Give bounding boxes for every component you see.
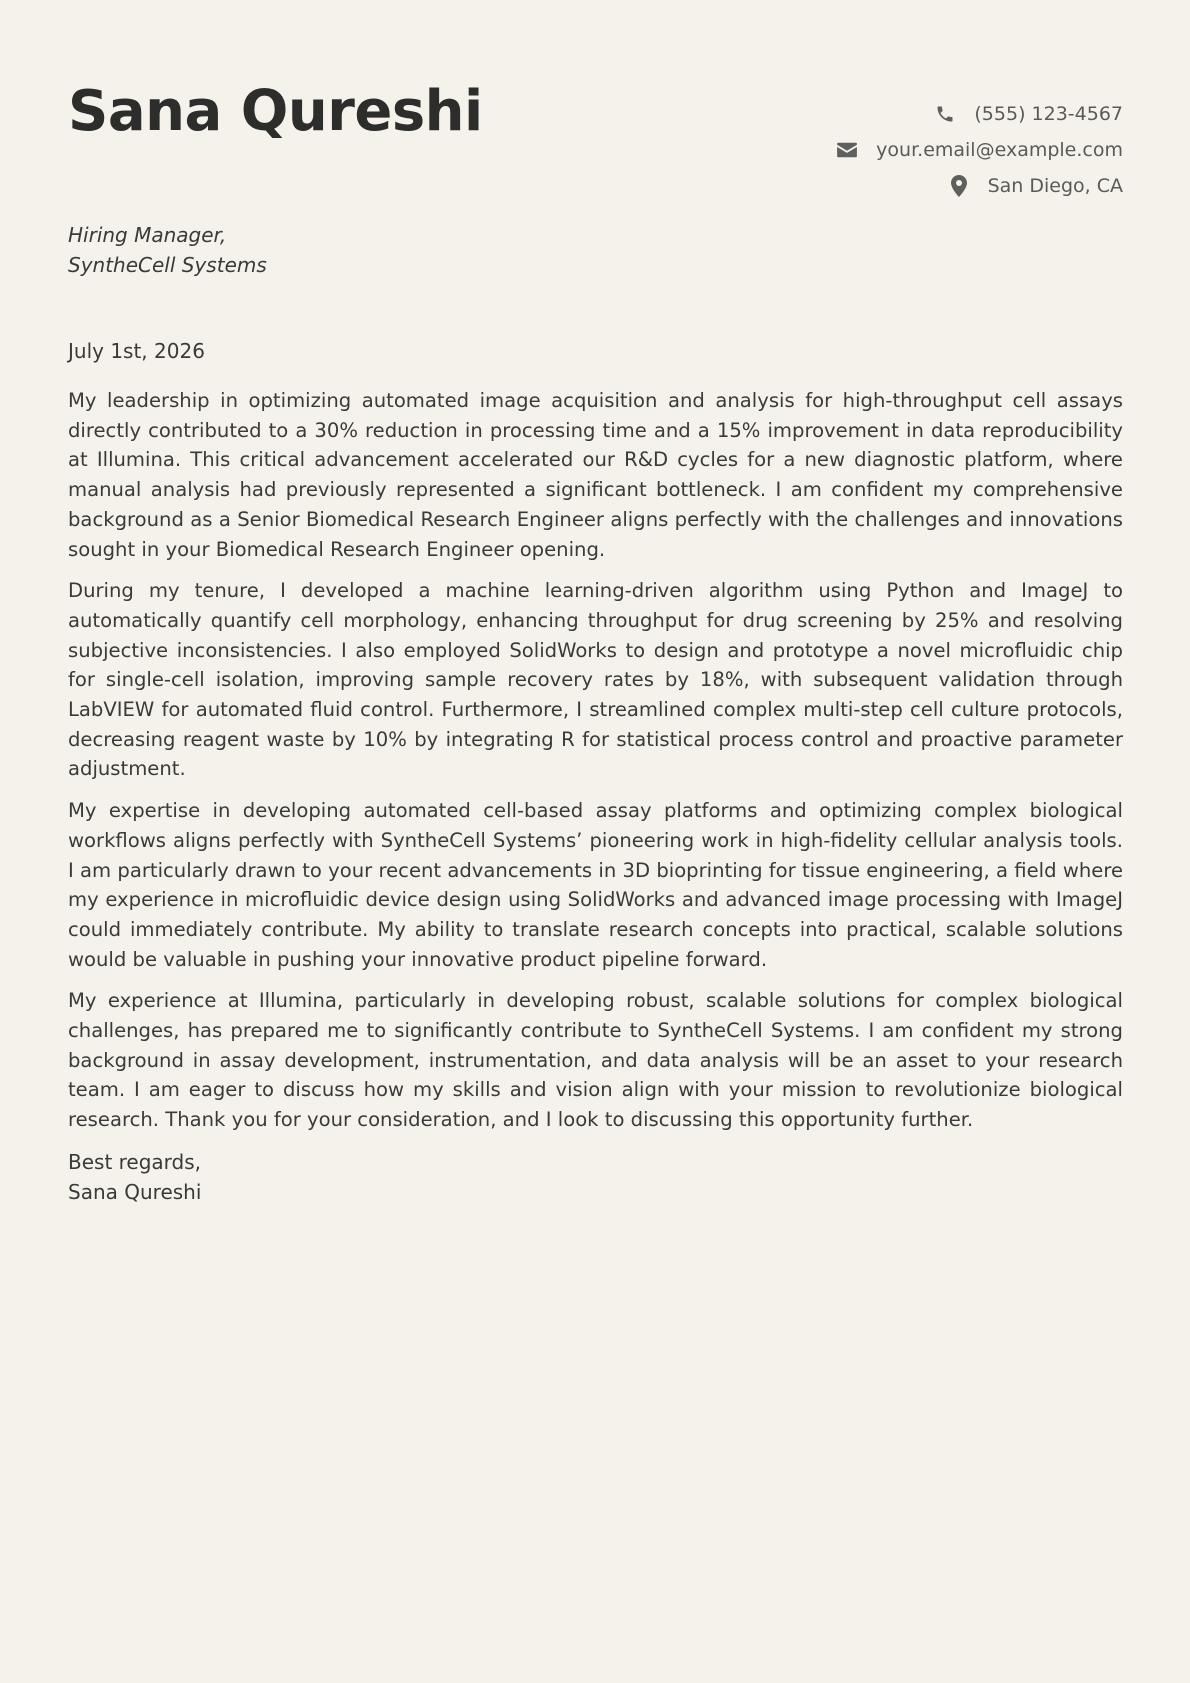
closing-signature: Sana Qureshi <box>68 1179 202 1204</box>
paragraph: During my tenure, I developed a machine learning-driven algorithm using Python and ImageJ to automatically quantify cell morphology, enhancing throughput for drug screening by 25% and resolving subjective inconsistencies. I also employed SolidWorks to design and prototype a novel microfluidic chip for single-cell isolation, improving sample recovery rates by 18%, with subsequent validation through LabVIEW for automated fluid control. Furthermore, I streamlined complex multi-step cell culture protocols, decreasing reagent waste by 10% by integrating R for statistical process control and proactive parameter adjustment. <box>68 579 1123 781</box>
cover-letter <box>68 80 1123 1207</box>
envelope-icon <box>836 139 858 161</box>
letter-closing <box>68 1147 1123 1207</box>
letter-header <box>68 80 1123 220</box>
contact-email <box>836 132 1123 168</box>
email-text[interactable]: your.email@example.com <box>876 139 1123 161</box>
closing-salutation: Best regards, <box>68 1149 202 1174</box>
paragraph: My leadership in optimizing automated image acquisition and analysis for high-throughput cell assays directly contributed to a 30% reduction in processing time and a 15% improvement in data reproducibility at Illumina. This critical advancement accelerated our R&D cycles for a new diagnostic platform, where manual analysis had previously represented a significant bottleneck. I am confident my comprehensive background as a Senior Biomedical Research Engineer aligns perfectly with the challenges and innovations sought in your Biomedical Research Engineer opening. <box>68 389 1123 561</box>
paragraph: My experience at Illumina, particularly in developing robust, scalable solutions for complex biological challenges, has prepared me to significantly contribute to SyntheCell Systems. I am confident my strong background in assay development, instrumentation, and data analysis will be an asset to your research team. I am eager to discuss how my skills and vision align with your mission to revolutionize biological research. Thank you for your consideration, and I look to discussing this opportunity further. <box>68 989 1123 1132</box>
map-pin-icon <box>948 175 970 197</box>
phone-text[interactable]: (555) 123-4567 <box>974 103 1123 125</box>
phone-icon <box>934 103 956 125</box>
paragraph: My expertise in developing automated cell-based assay platforms and optimizing complex biological workflows aligns perfectly with SyntheCell Systems’ pioneering work in high-fidelity cellular analysis tools. I am particularly drawn to your recent advancements in 3D bioprinting for tissue engineering, a field where my experience in microfluidic device design using SolidWorks and advanced image processing with ImageJ could immediately contribute. My ability to translate research concepts into practical, scalable solutions would be valuable in pushing your innovative product pipeline forward. <box>68 799 1123 971</box>
recipient-block <box>68 220 1123 280</box>
letter-body <box>68 386 1123 1135</box>
contact-location <box>836 168 1123 204</box>
sender-name: Sana Qureshi <box>68 79 483 144</box>
location-text: San Diego, CA <box>987 175 1123 197</box>
contact-phone <box>836 96 1123 132</box>
recipient-title: Hiring Manager, <box>68 223 227 247</box>
contact-info <box>836 96 1123 204</box>
recipient-company: SyntheCell Systems <box>68 253 267 277</box>
letter-date: July 1st, 2026 <box>68 339 205 363</box>
